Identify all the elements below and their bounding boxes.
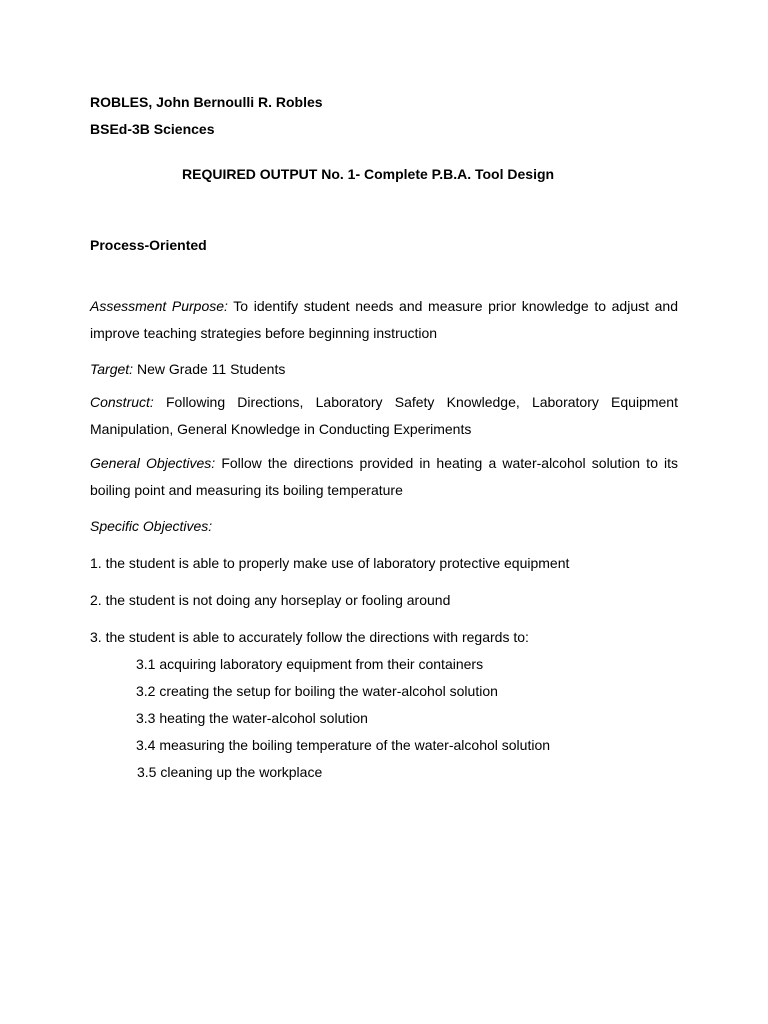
sub-objective-item: 3.2 creating the setup for boiling the water-alcohol solution [136, 683, 498, 699]
objective-item: 1. the student is able to properly make use of laboratory protective equipment [90, 555, 570, 571]
objective-item: 3. the student is able to accurately follow the directions with regards to: [90, 629, 529, 645]
author-section: BSEd-3B Sciences [90, 121, 215, 137]
sub-objective-item: 3.4 measuring the boiling temperature of the water-alcohol solution [136, 737, 551, 753]
section-heading: Process-Oriented [90, 237, 207, 253]
objective-item: 2. the student is not doing any horseplay or fooling around [90, 592, 451, 608]
target-label: Target: [90, 361, 134, 377]
sub-objective-item: 3.5 cleaning up the workplace [137, 764, 323, 780]
author-name: ROBLES, John Bernoulli R. Robles [90, 94, 323, 110]
assessment-purpose-text: To identify student needs and measure prior knowledge to adjust and improve teaching strategies before beginning instruction [90, 298, 678, 341]
construct-label: Construct: [90, 394, 154, 410]
target-text: New Grade 11 Students [133, 361, 286, 377]
assessment-purpose-paragraph [90, 293, 678, 347]
construct-paragraph [90, 389, 678, 443]
general-objectives-label: General Objectives: [90, 455, 216, 471]
assessment-purpose-label: Assessment Purpose: [90, 298, 228, 314]
target-paragraph [90, 360, 285, 378]
general-objectives-text: Follow the directions provided in heating a water-alcohol solution to its boiling point and measuring its boiling temperature [90, 455, 678, 498]
construct-text: Following Directions, Laboratory Safety Knowledge, Laboratory Equipment Manipulation, General Knowledge in Conducting Experiments [90, 394, 678, 437]
sub-objective-item: 3.1 acquiring laboratory equipment from their containers [136, 656, 484, 672]
sub-objective-item: 3.3 heating the water-alcohol solution [136, 710, 368, 726]
specific-objectives-label: Specific Objectives: [90, 518, 213, 534]
general-objectives-paragraph [90, 450, 678, 504]
document-title: REQUIRED OUTPUT No. 1- Complete P.B.A. Tool Design [182, 166, 555, 182]
